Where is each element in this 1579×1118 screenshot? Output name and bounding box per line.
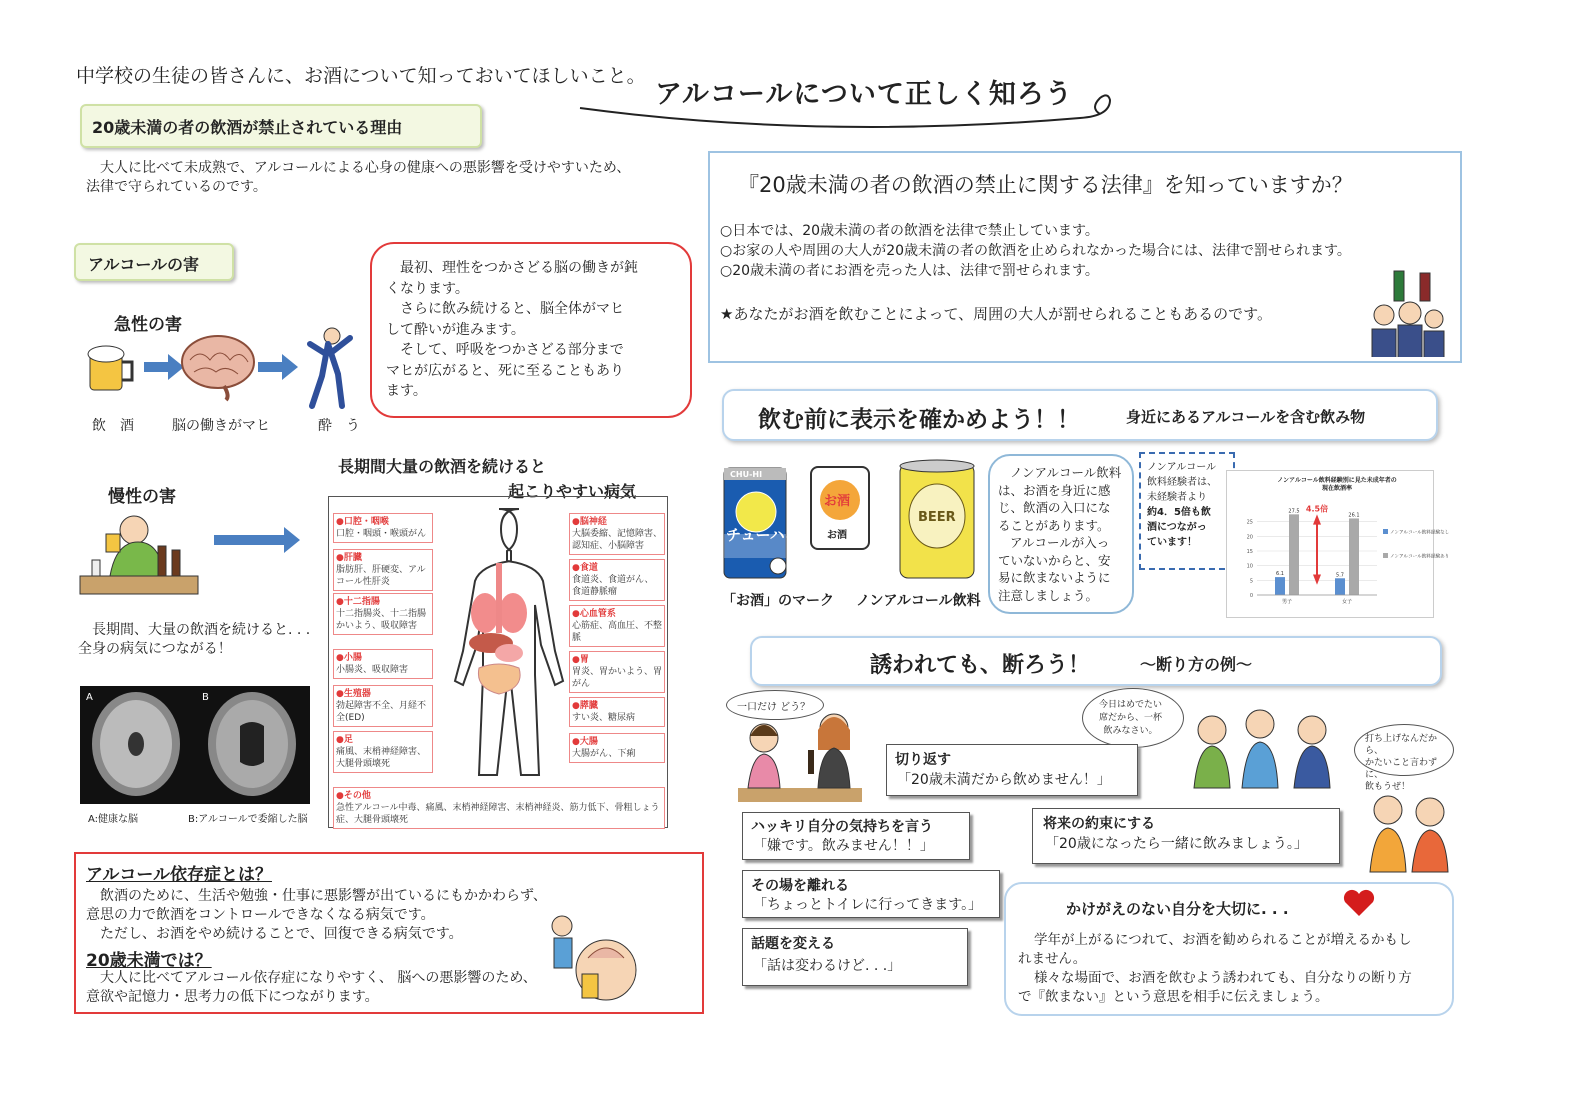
callout-line: ています！ (1147, 537, 1197, 548)
bubble-line: マヒが広がると、死に至ることもあり (386, 362, 624, 379)
disease-label-left: ●小腸 小腸炎、吸収障害 (333, 649, 433, 679)
closing-line: れません。 (1018, 951, 1087, 967)
page-title: アルコールについて正しく知ろう (655, 79, 1073, 110)
heart-icon (1342, 888, 1376, 918)
callout-line: 約4．5倍も飲 (1147, 507, 1211, 518)
law-line: ○お家の人や周囲の大人が20歳未満の者の飲酒を止められなかった場合には、法律で罰せられます。 (720, 243, 1351, 259)
refuse-banner (750, 636, 1442, 686)
title-swoosh (570, 88, 1130, 136)
can-top-text: CHU-HI (730, 470, 763, 479)
tip-title: ハッキリ自分の気持ちを言う (751, 819, 933, 835)
dependence-subtitle: 20歳未満では？ (86, 951, 212, 971)
acute-label-drink: 飲 酒 (92, 418, 134, 434)
chronic-text-1: 長期間、大量の飲酒を続けると. . . (92, 622, 311, 638)
tip-box (1032, 808, 1340, 864)
speech-text: かたいこと言わずに、 (1365, 758, 1438, 780)
bar-value-label: 27.5 (1288, 508, 1300, 515)
bubble-line: は、お酒を身近に感 (998, 482, 1111, 498)
label-check-title: 飲む前に表示を確かめよう！！ (758, 407, 1080, 433)
speech-text: 一口だけ どう？ (737, 702, 811, 713)
label-check-banner (722, 389, 1438, 441)
disease-label-right: ●胃 胃炎、胃かいよう、胃がん (569, 651, 665, 693)
bubble-line: 注意しましょう。 (998, 587, 1099, 603)
human-body-illustration (439, 503, 559, 785)
y-tick-label: 10 (1246, 563, 1253, 570)
bar (1289, 514, 1299, 595)
annotation-arrowhead (1313, 514, 1321, 524)
speech-bubble-2 (1082, 688, 1184, 748)
annotation-label: 4.5倍 (1305, 504, 1329, 514)
can-brand-text: チューハイ (726, 526, 800, 544)
closing-title: かけがえのない自分を大切に. . . (1066, 900, 1289, 918)
callout-line: 未経験者より (1147, 492, 1207, 503)
dependence-body: 意思の力で飲酒をコントロールできなくなる病気です。 (86, 907, 435, 923)
tip-body: 「20歳になったら一緒に飲みましょう。」 (1045, 836, 1308, 852)
tip-box (886, 744, 1138, 796)
tip-box (742, 812, 970, 860)
y-tick-label: 0 (1249, 593, 1253, 599)
chuhai-can-illustration (722, 462, 790, 582)
annotation-arrowhead (1313, 574, 1321, 584)
svg-text:A: A (86, 692, 93, 703)
speech-bubble-3 (1354, 724, 1454, 792)
speech-text: 席だから、一杯 (1099, 713, 1163, 723)
law-line: ○日本では、20歳未満の者の飲酒を法律で禁止しています。 (720, 223, 1099, 239)
bubble-line: さらに飲み続けると、脳全体がマヒ (400, 301, 624, 317)
acute-title: 急性の害 (114, 315, 182, 335)
tip-title: 話題を変える (751, 936, 835, 952)
two-girls-illustration (738, 706, 862, 802)
dependence-sub-body: 大人に比べてアルコール依存症になりやすく、 脳への悪影響のため、 (100, 970, 537, 986)
sake-mark-sub: お酒 (827, 530, 847, 541)
diseases-title-2: 起こりやすい病気 (508, 482, 637, 501)
stat-callout (1139, 452, 1235, 570)
arrow-icon (214, 527, 300, 553)
disease-label-right: ●大腸 大腸がん、下痢 (569, 733, 665, 763)
arrow-icon (144, 354, 184, 380)
callout-line: 飲料経験者は、 (1147, 477, 1217, 488)
chronic-title: 慢性の害 (108, 487, 176, 507)
closing-box (1004, 882, 1454, 1016)
disease-label-right: ●膵臓 すい炎、糖尿病 (569, 697, 665, 727)
closing-line: で『飲まない』という意思を相手に伝えましょう。 (1018, 989, 1329, 1005)
disease-label-left: ●肝臓 脂肪肝、肝硬変、アルコール性肝炎 (333, 549, 433, 591)
chronic-text-2: 全身の病気につながる！ (78, 641, 232, 657)
bubble-line: ることがあります。 (998, 517, 1110, 533)
speech-text: 今日はめでたい (1099, 700, 1163, 710)
diseases-title-1: 長期間大量の飲酒を続けると (338, 457, 547, 476)
refuse-subtitle: ～断り方の例～ (1140, 655, 1253, 674)
arrow-icon (258, 354, 298, 380)
law-line: ○20歳未満の者にお酒を売った人は、法律で罰せられます。 (720, 263, 1099, 279)
mri-label-b: B:アルコールで委縮した脳 (188, 814, 308, 825)
dependence-body: 飲酒のために、生活や勉強・仕事に悪影響が出ているにもかかわらず、 (100, 888, 547, 904)
disease-label-left: ●十二指腸 十二指腸炎、十二指腸かいよう、吸収障害 (333, 593, 433, 635)
bubble-line: そして、呼吸をつかさどる部分まで (400, 342, 624, 358)
disease-label-right: ●食道 食道炎、食道がん、食道静脈瘤 (569, 559, 665, 601)
y-tick-label: 25 (1246, 519, 1253, 526)
bar-value-label: 6.1 (1276, 571, 1284, 578)
x-tick-label: 男子 (1281, 599, 1293, 605)
speech-text: 飲みなさい。 (1103, 726, 1158, 736)
reason-body-1: 大人に比べて未成熟で、アルコールによる心身の健康への悪影響を受けやすいため、 (100, 160, 631, 176)
drinking-rate-chart (1226, 470, 1450, 618)
reason-body-2: 法律で守られているのです。 (86, 179, 267, 195)
callout-line: ノンアルコール (1147, 462, 1216, 473)
harm-heading: アルコールの害 (88, 255, 200, 274)
x-tick-label: 女子 (1341, 599, 1353, 605)
family-bottles-illustration (1364, 269, 1456, 357)
tip-title: 将来の約束にする (1043, 816, 1155, 832)
beer-mug-illustration (84, 338, 140, 394)
svg-text:B: B (202, 692, 209, 703)
tip-box (742, 928, 968, 986)
mri-label-a: A:健康な脳 (88, 814, 139, 825)
sake-mark-text: お酒 (824, 494, 851, 509)
refuse-title: 誘われても、断ろう！ (870, 653, 1091, 678)
closing-line: 様々な場面で、お酒を飲むよう誘われても、自分なりの断り方 (1034, 970, 1412, 986)
bubble-line: 易に飲まないように (998, 570, 1111, 585)
tip-box (742, 870, 1000, 918)
drinking-man-illustration (80, 506, 198, 596)
bubble-line: くなります。 (386, 280, 469, 297)
dependence-box (74, 852, 704, 1014)
reason-heading: 20歳未満の者の飲酒が禁止されている理由 (92, 118, 403, 137)
harm-heading-box (74, 243, 234, 281)
child-drinking-illustration (544, 904, 652, 1008)
disease-label-left: ●口腔・咽喉 口腔・咽頭・喉頭がん (333, 513, 433, 543)
tip-body: 「嫌です。飲みません！！」 (753, 838, 934, 854)
chart-title: ノンアルコール飲料経験別に見た未成年者の現在飲酒率 (1277, 477, 1397, 492)
bar-value-label: 26.1 (1348, 512, 1360, 519)
acute-label-brain: 脳の働きがマヒ (172, 418, 270, 434)
y-tick-label: 20 (1246, 534, 1253, 541)
bubble-line: ます。 (386, 383, 427, 399)
bar (1335, 578, 1345, 595)
closing-line: 学年が上がるにつれて、お酒を勧められることが増えるかもし (1034, 932, 1412, 948)
law-box (708, 151, 1462, 363)
speech-text: 打ち上げなんだから、 (1365, 734, 1438, 756)
acute-explanation-bubble (370, 242, 692, 418)
bubble-line: アルコールが入っ (1010, 535, 1110, 550)
legend-label: ノンアルコール飲料経験あり (1390, 554, 1450, 560)
friends-illustration (1362, 790, 1458, 872)
brain-illustration (180, 330, 256, 400)
y-tick-label: 15 (1246, 549, 1253, 555)
non-alcohol-label: ノンアルコール飲料 (856, 593, 981, 609)
disease-label-left: ●生殖器 勃起障害不全、月経不全(ED) (333, 685, 433, 727)
bubble-line: ノンアルコール飲料 (1010, 465, 1122, 480)
law-star-line: ★あなたがお酒を飲むことによって、周囲の大人が罰せられることもあるのです。 (720, 305, 1272, 323)
bubble-line: して酔いが進みます。 (386, 321, 525, 338)
disease-label-left: ●足 痛風、末梢神経障害、大腿骨頭壊死 (333, 731, 433, 773)
y-tick-label: 5 (1249, 578, 1253, 585)
bar (1275, 577, 1285, 595)
tip-body: 「ちょっとトイレに行ってきます。」 (753, 897, 983, 913)
beer-can-text: BEER (918, 510, 956, 525)
reason-heading-box (80, 104, 482, 148)
legend-label: ノンアルコール飲料経験なし (1390, 530, 1450, 536)
bar-value-label: 5.7 (1336, 572, 1344, 579)
legend-swatch (1383, 529, 1388, 534)
tip-body: 「20歳未満だから飲めません！」 (897, 772, 1111, 788)
disease-label-other: ●その他 急性アルコール中毒、痛風、末梢神経障害、末梢神経炎、筋力低下、骨粗しょう症、大腿骨頭壊死 (333, 787, 665, 829)
speech-text: 飲もうぜ！ (1365, 782, 1411, 792)
law-title: 『20歳未満の者の飲酒の禁止に関する法律』を知っていますか？ (738, 173, 1353, 197)
legend-swatch (1383, 553, 1388, 558)
dependence-body: ただし、お酒をやめ続けることで、回復できる病気です。 (100, 926, 463, 942)
brain-mri-images (80, 686, 310, 804)
bubble-line: ていないからと、安 (998, 552, 1111, 568)
chart-plot (1227, 471, 1450, 617)
adults-drinking-illustration (1190, 708, 1342, 788)
drunk-man-illustration (302, 326, 358, 410)
diseases-figure (328, 496, 668, 828)
non-alcohol-bubble (988, 454, 1134, 614)
bubble-line: じ、飲酒の入口にな (998, 500, 1111, 515)
bar (1349, 518, 1359, 595)
disease-label-right: ●心血管系 心筋症、高血圧、不整脈 (569, 605, 665, 647)
label-check-subtitle: 身近にあるアルコールを含む飲み物 (1126, 408, 1366, 426)
sake-mark-label: 「お酒」のマーク (722, 593, 834, 609)
sake-mark (810, 466, 870, 550)
bubble-line: 最初、理性をつかさどる脳の働きが鈍 (400, 260, 638, 276)
dependence-sub-body: 意欲や記憶力・思考力の低下につながります。 (86, 989, 379, 1005)
tip-title: 切り返す (895, 752, 951, 768)
disease-label-right: ●脳神経 大脳委縮、記憶障害、認知症、小脳障害 (569, 513, 665, 555)
dependence-title: アルコール依存症とは？ (86, 865, 272, 885)
tip-body: 「話は変わるけど. . .」 (753, 958, 902, 974)
intro-text: 中学校の生徒の皆さんに、お酒について知っておいてほしいこと。 (76, 65, 646, 87)
tip-title: その場を離れる (751, 878, 849, 894)
callout-line: 酒につながっ (1147, 522, 1207, 533)
acute-label-drunk: 酔 う (318, 418, 360, 434)
